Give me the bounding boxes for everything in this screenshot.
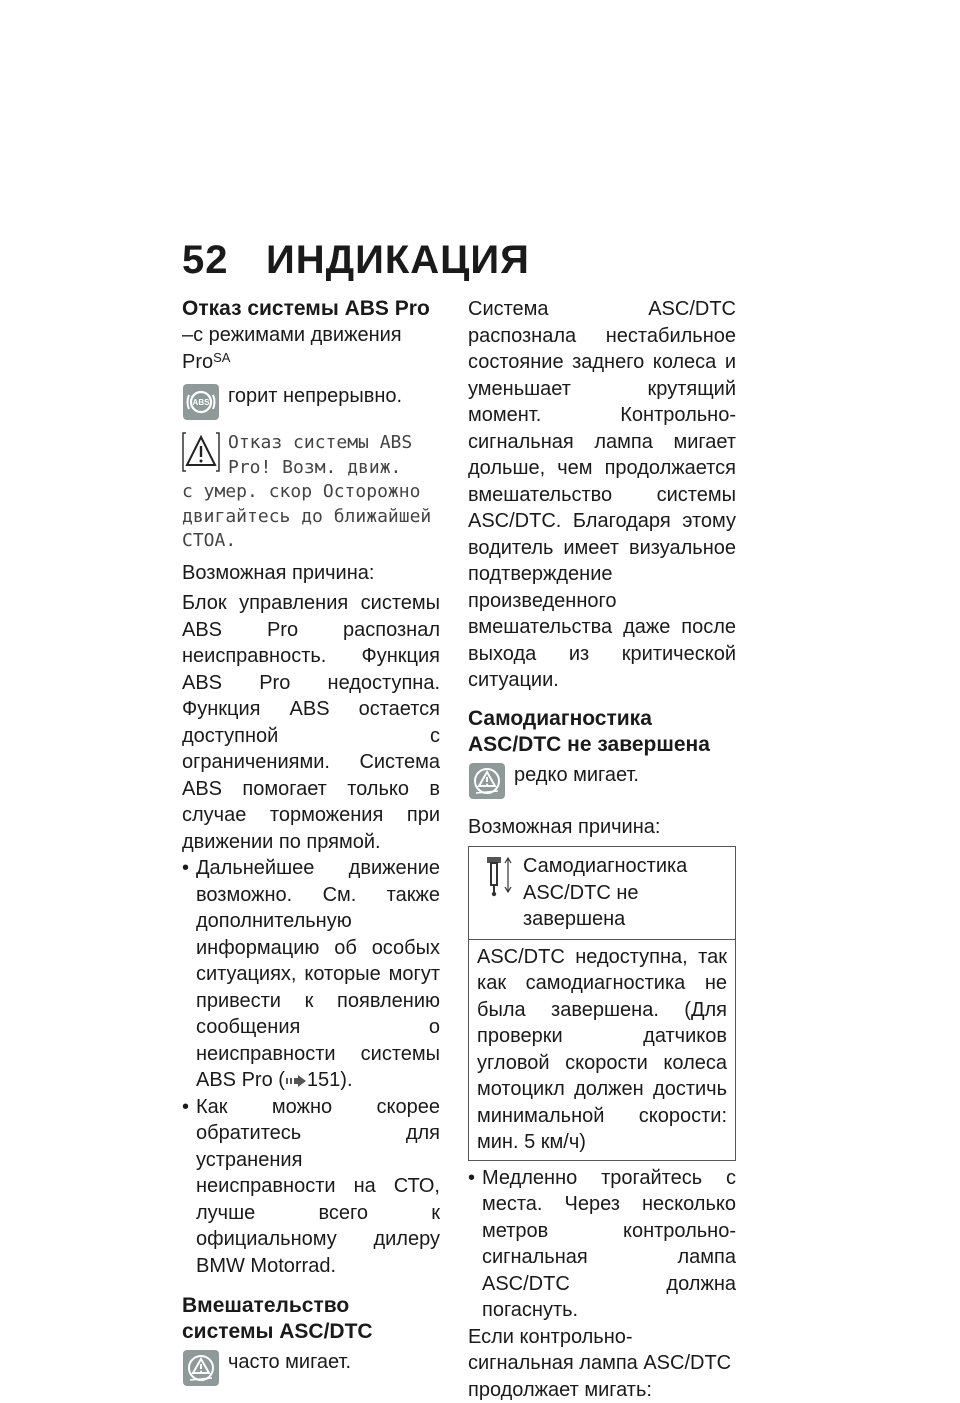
self-diagnosis-lamp-row [468, 762, 736, 800]
right-column [468, 296, 736, 1403]
display-message-line1: Отказ системы ABS [228, 431, 412, 456]
cause-text: Блок управления системы ABS Pro распознал неисправность. Функция ABS Pro недоступна. Функция ABS остается доступной с ограничениями. Система ABS помогает только в случае торможения при движении по прямой. [182, 590, 440, 855]
page-number: 52 [182, 238, 266, 283]
bullet-item: • Как можно скорее обратитесь для устранения неисправности на СТО, лучше всего к официальному дилеру BMW Motorrad. [182, 1094, 440, 1280]
self-diagnosis-lamp-status: редко мигает. [514, 762, 639, 789]
page-header [182, 238, 782, 283]
cause-box [468, 846, 736, 1161]
page-title: ИНДИКАЦИЯ [266, 238, 530, 282]
section-title-asc-dtc: Вмешательство системы ASC/DTC [182, 1293, 440, 1345]
asc-lamp-status: часто мигает. [228, 1349, 351, 1376]
left-column [182, 296, 440, 1387]
svg-text:ABS: ABS [193, 398, 211, 407]
cause-box-body: ASC/DTC недоступна, так как самодиагностика не была завершена. (Для проверки датчиков угловой скорости колеса мотоцикл должен достичь минимальной скорости: мин. 5 км/ч) [469, 940, 735, 1160]
asc-dtc-text: Система ASC/DTC распознала нестабильное состояние заднего колеса и уменьшает крутящий момент. Контрольно-сигнальная лампа мигает дольше, чем продолжается вмешательство системы ASC/DTC. Благодаря этому водитель имеет визуальное подтверждение произведенного вмешательства даже после выхода из критической ситуации. [468, 296, 736, 694]
abs-lamp-row [182, 383, 440, 421]
asc-dtc-lamp-icon [468, 762, 506, 800]
asc-dtc-lamp-icon [182, 1349, 220, 1387]
asc-lamp-row [182, 1349, 440, 1387]
section-title-abs-pro: Отказ системы ABS Pro [182, 296, 440, 322]
sa-mark: SA [213, 350, 230, 365]
section-title-self-diagnosis: Самодиагностика ASC/DTC не завершена [468, 706, 736, 758]
page-reference-arrow-icon [285, 1074, 307, 1088]
display-message-rest: с умер. скор Осторожно двигайтесь до ближайшей СТОА. [182, 480, 440, 554]
cause-label: Возможная причина: [468, 814, 736, 841]
page-reference[interactable]: 151). [307, 1069, 353, 1091]
warning-triangle-icon [182, 431, 220, 473]
abs-message-row [182, 431, 440, 480]
section-subtitle-abs-pro: –с режимами движения Pro$^{SA}$ [182, 322, 440, 375]
suspension-sensor-icon [483, 853, 513, 897]
abs-warning-lamp-icon [182, 383, 220, 421]
display-message-line2: Pro! Возм. движ. [228, 456, 412, 481]
cause-box-title: Самодиагностика ASC/DTC не завершена [523, 853, 727, 933]
cause-label: Возможная причина: [182, 560, 440, 587]
bullet-item: • Дальнейшее движение возможно. См. также дополнительную информацию об особых ситуациях, которые могут привести к появлению сообщения о неисправности системы ABS Pro ( 151). [182, 855, 440, 1094]
bullet-item: • Медленно трогайтесь с места. Через несколько метров контрольно-сигнальная лампа ASC/DTC должна погаснуть. [468, 1165, 736, 1324]
after-instruction: Если контрольно-сигнальная лампа ASC/DTC продолжает мигать: [468, 1324, 736, 1403]
cause-box-header [469, 847, 735, 940]
abs-lamp-status: горит непрерывно. [228, 383, 402, 410]
